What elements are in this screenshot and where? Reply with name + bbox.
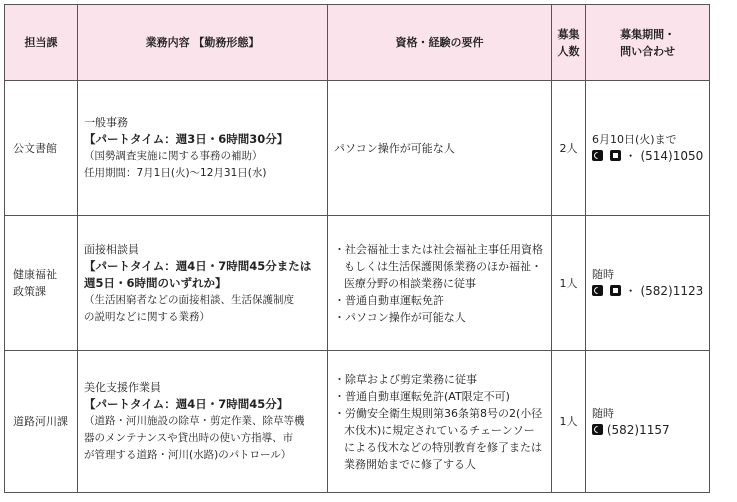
header-dept: 担当課	[5, 5, 78, 81]
contact-line	[592, 423, 670, 437]
requirements-cell	[328, 81, 552, 216]
dept-name: 公文書館	[13, 141, 57, 155]
work-note: （生活困窮者などの面接相談、生活保護制度	[84, 293, 294, 306]
contact-number: ・ (514)1050	[624, 149, 704, 163]
work-note: （国勢調査実施に関する事務の補助）	[84, 150, 263, 162]
work-note: 任用期間：7月1日(火)～12月31日(水)	[84, 167, 267, 179]
header-count-line1: 募集	[557, 27, 580, 41]
requirement-item: ・普通自動車運転免許(AT限定不可)	[334, 389, 510, 403]
phone-icon	[592, 150, 603, 161]
count-cell: 2人	[552, 81, 586, 216]
header-count	[552, 5, 586, 81]
header-requirements: 資格・経験の要件	[328, 5, 552, 81]
dept-cell	[5, 351, 78, 493]
dept-cell	[5, 81, 78, 216]
phone-icon	[592, 424, 603, 435]
dept-name: 健康福祉	[13, 268, 57, 281]
requirements-cell	[328, 216, 552, 351]
requirement-item: ・普通自動車運転免許	[334, 293, 444, 307]
job-title: 美化支援作業員	[84, 381, 161, 394]
header-period	[586, 5, 710, 81]
header-work: 業務内容 【勤務形態】	[78, 5, 328, 81]
contact-number: (582)1157	[606, 422, 670, 437]
work-cell	[78, 216, 328, 351]
requirement-item: ・社会福祉士または社会福祉主事任用資格もしくは生活保護関係業務のほか福祉・医療分野の相談業務に従事	[334, 242, 543, 290]
fax-icon	[610, 150, 621, 161]
requirement-item: ・除草および剪定業務に従事	[334, 372, 477, 386]
contact-line	[592, 284, 703, 298]
fax-icon	[610, 285, 621, 296]
work-note: （道路・河川施設の除草・剪定作業、除草等機	[84, 415, 305, 427]
requirement-item: ・労働安全衛生規則第36条第8号の2(小径木伐木)に規定されているチェーンソーによる伐木などの特別教育を修了または業務開始までに修了する人	[334, 406, 543, 471]
count-cell: 1人	[552, 351, 586, 493]
header-period-line2: 問い合わせ	[620, 44, 676, 58]
work-cell	[78, 81, 328, 216]
work-note: が管理する道路・河川(水路)のパトロール）	[84, 449, 292, 461]
work-form: 週5日・6時間のいずれか】	[84, 275, 227, 290]
table-row	[5, 216, 710, 351]
period-text: 随時	[592, 268, 614, 281]
contact-line	[592, 149, 703, 163]
table-row	[5, 351, 710, 493]
work-form: 【パートタイム：週3日・6時間30分】	[84, 132, 289, 146]
requirement-item: パソコン操作が可能な人	[334, 141, 455, 155]
recruitment-table	[4, 4, 710, 493]
period-cell	[586, 216, 710, 351]
phone-icon	[592, 285, 603, 296]
count-cell: 1人	[552, 216, 586, 351]
dept-name: 道路河川課	[13, 415, 68, 428]
period-cell	[586, 351, 710, 493]
dept-cell	[5, 216, 78, 351]
header-period-line1: 募集期間・	[620, 27, 676, 41]
work-note: 器のメンテナンスや貸出時の使い方指導、市	[84, 432, 294, 444]
period-text: 随時	[592, 406, 614, 420]
requirements-cell	[328, 351, 552, 493]
table-row	[5, 81, 710, 216]
work-form: 【パートタイム：週4日・7時間45分または	[84, 258, 312, 273]
contact-number: ・ (582)1123	[624, 284, 704, 298]
job-title: 面接相談員	[84, 242, 139, 256]
job-title: 一般事務	[84, 116, 128, 129]
period-text: 6月10日(火)まで	[592, 133, 677, 146]
work-note: の説明などに関する業務）	[84, 310, 210, 323]
requirement-item: ・パソコン操作が可能な人	[334, 310, 466, 324]
work-cell	[78, 351, 328, 493]
header-row	[5, 5, 710, 81]
period-cell	[586, 81, 710, 216]
dept-name: 政策課	[13, 285, 46, 298]
work-form: 【パートタイム：週4日・7時間45分】	[84, 397, 289, 411]
header-count-line2: 人数	[557, 44, 580, 58]
